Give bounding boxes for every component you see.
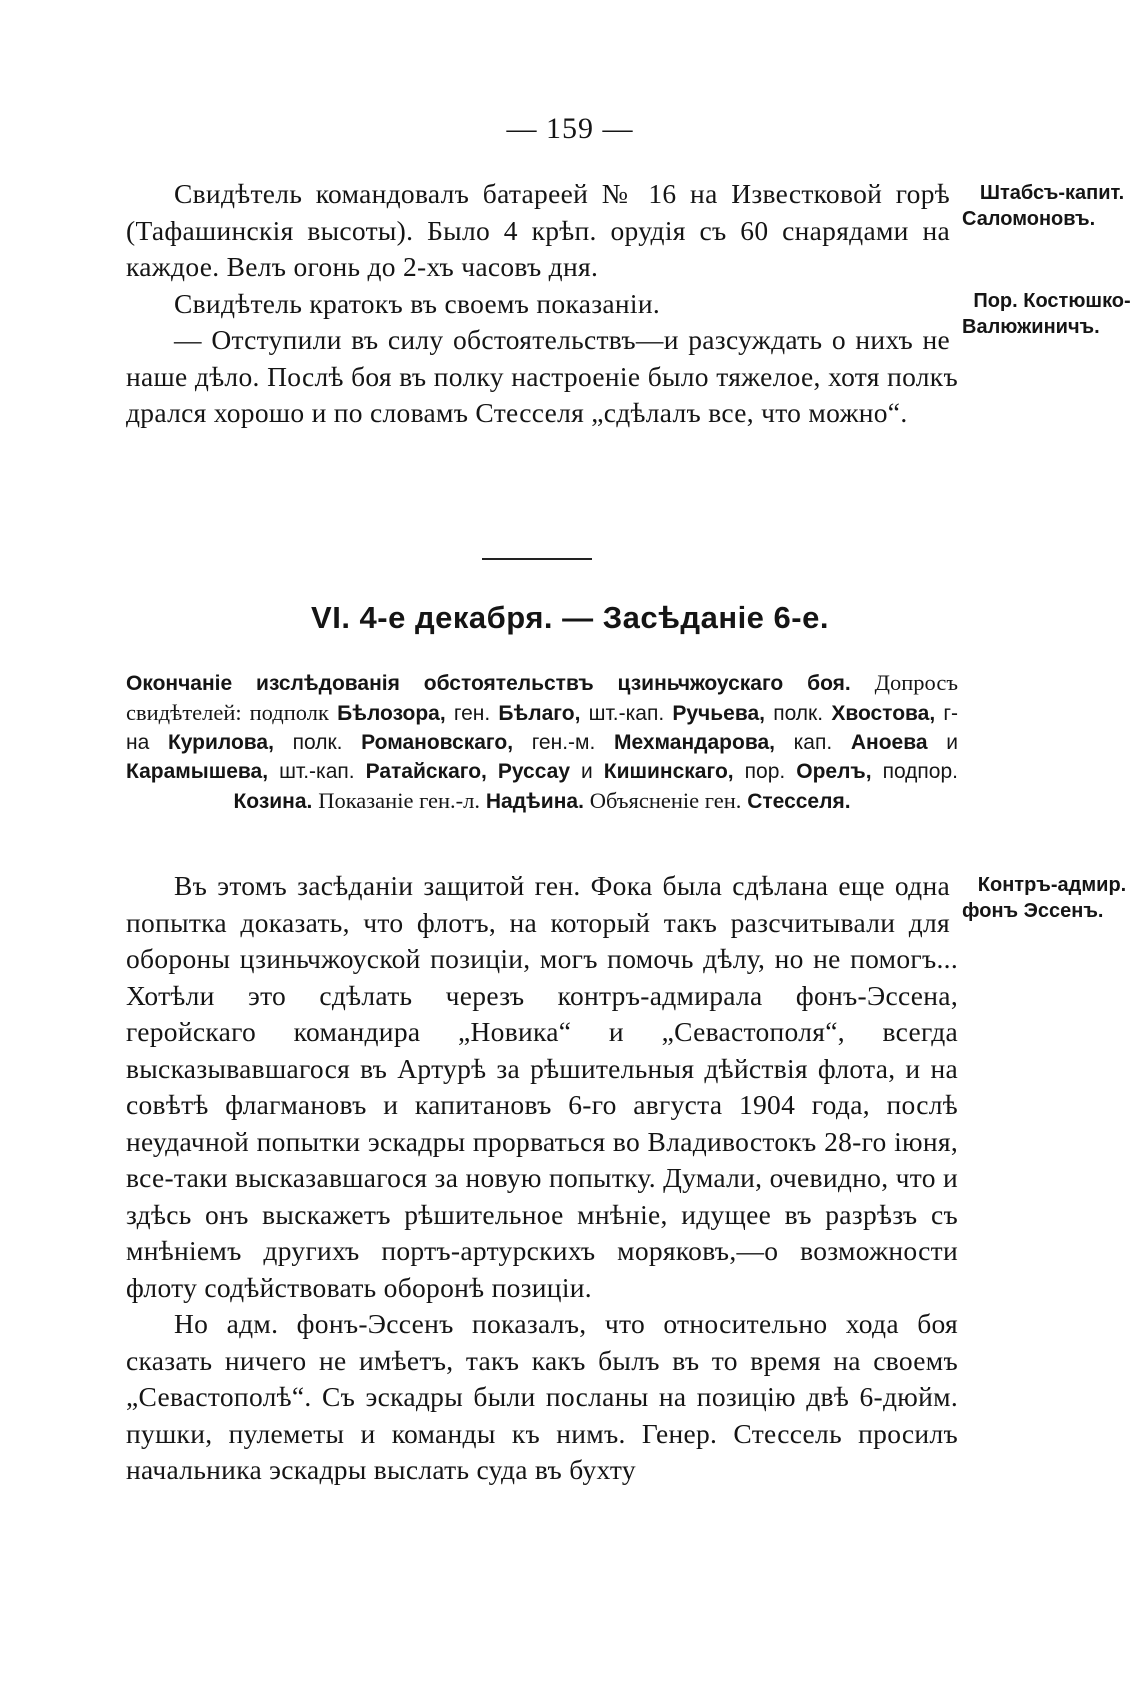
summary-name: Надѣина. — [485, 790, 584, 813]
summary-name: Курилова, — [167, 731, 274, 754]
paragraph-text: Свидѣтель командовалъ батареей № 16 на Известковой горѣ (Тафашинскія высоты). Было 4 крѣп. орудія съ 60 снарядами на каждое. Велъ огонь до 2-хъ часовъ дня. — [126, 178, 950, 282]
summary-text: Окончаніе изслѣдованія обстоятельствъ цзиньчжоускаго боя. — [126, 672, 851, 695]
summary-text: полк. — [773, 702, 824, 725]
section-heading: VI. 4-е декабря. — Засѣданіе 6-е. — [311, 600, 829, 635]
summary-name: Карамышева, — [126, 760, 269, 783]
summary-text: и — [946, 731, 958, 754]
summary-text: ген.-м. — [531, 731, 596, 754]
paragraph-text: — Отступили въ силу обстоятельствъ—и разсуждать о нихъ не наше дѣло. Послѣ боя въ полку настроеніе было тяжелое, хотя полкъ дрался хорошо и по словамъ Стесселя „сдѣлалъ все, что можно“. — [126, 324, 958, 428]
summary-text: кап. — [793, 731, 833, 754]
summary-text: и — [581, 760, 593, 783]
summary-name: Стесселя. — [747, 790, 851, 813]
summary-text: шт.-кап. — [279, 760, 355, 783]
section-summary — [126, 668, 958, 816]
paragraph — [126, 286, 1131, 338]
paragraph-text: Въ этомъ засѣданіи защитой ген. Фока была сдѣлана еще одна попытка доказать, что флотъ, на который такъ разсчитывали для обороны цзиньчжоуской позиціи, могъ помочь дѣлу, но не помогъ... Хотѣли это сдѣлать черезъ контръ-адмирала фонъ-Эссена, геройскаго командира „Новика“ и „Севастополя“, всегда высказывавшагося въ Артурѣ за рѣшительныя дѣйствія флота, и на совѣтѣ флагмановъ и капитановъ 6-го августа 1904 года, послѣ неудачной попытки эскадры прорваться во Владивостокъ 28-го іюня, все-таки высказавшагося за новую попытку. Думали, очевидно, что и здѣсь онъ выскажетъ рѣшительное мнѣніе, идущее въ разрѣзъ съ мнѣніемъ другихъ портъ-артурскихъ моряковъ,—о возможности флоту содѣйствовать оборонѣ позиціи. — [126, 870, 958, 1303]
summary-text: г-на — [126, 702, 959, 754]
summary-name: Романовскаго, — [361, 731, 514, 754]
summary-text: шт.-кап. — [588, 702, 665, 725]
summary-name: Бѣлаго, — [498, 702, 581, 725]
page-number: — 159 — — [506, 112, 634, 145]
section-divider — [482, 558, 592, 560]
section-1-text — [126, 176, 1131, 432]
margin-note: Штабсъ-капит. Саломоновъ. — [962, 182, 1125, 230]
paragraph-text: Свидѣтель кратокъ въ своемъ показаніи. — [174, 287, 661, 319]
paragraph — [126, 176, 1125, 286]
paragraph — [126, 1306, 958, 1489]
summary-name: Ратайскаго, Руссау — [365, 760, 571, 783]
summary-text: пор. — [744, 760, 786, 783]
summary-text: Объясненіе ген. — [589, 788, 742, 813]
summary-name: Хвостова, — [831, 702, 936, 725]
paragraph-text: Но адм. фонъ-Эссенъ показалъ, что относительно хода боя сказать ничего не имѣетъ, такъ какъ былъ въ то время на своемъ „Севастополѣ“. Съ эскадры были посланы на позицію двѣ 6-дюйм. пушки, пулеметы и команды къ нимъ. Генер. Стессель просилъ начальника эскадры выслать суда въ бухту — [126, 1308, 958, 1485]
summary-name: Кишинскаго, — [603, 760, 734, 783]
summary-text: Допросъ свидѣтелей: подполк — [126, 670, 958, 725]
summary-name: Козина. — [233, 790, 313, 813]
summary-name: Бѣлозора, — [337, 702, 446, 725]
summary-text: Показаніе ген.-л. — [318, 788, 481, 813]
paragraph — [126, 322, 958, 432]
margin-note: Контръ-адмир. фонъ Эссенъ. — [962, 874, 1127, 922]
summary-name: Мехмандарова, — [613, 731, 775, 754]
summary-name: Орелъ, — [796, 760, 872, 783]
summary-name: Аноева — [850, 731, 928, 754]
summary-name: Ручьева, — [672, 702, 765, 725]
margin-note: Пор. Костюшко-Валюжиничъ. — [962, 289, 1131, 338]
summary-text: полк. — [292, 731, 343, 754]
section-2-text — [126, 868, 1127, 1489]
summary-text: ген. — [453, 702, 491, 725]
paragraph — [126, 868, 1127, 1306]
summary-text: подпор. — [882, 760, 958, 783]
